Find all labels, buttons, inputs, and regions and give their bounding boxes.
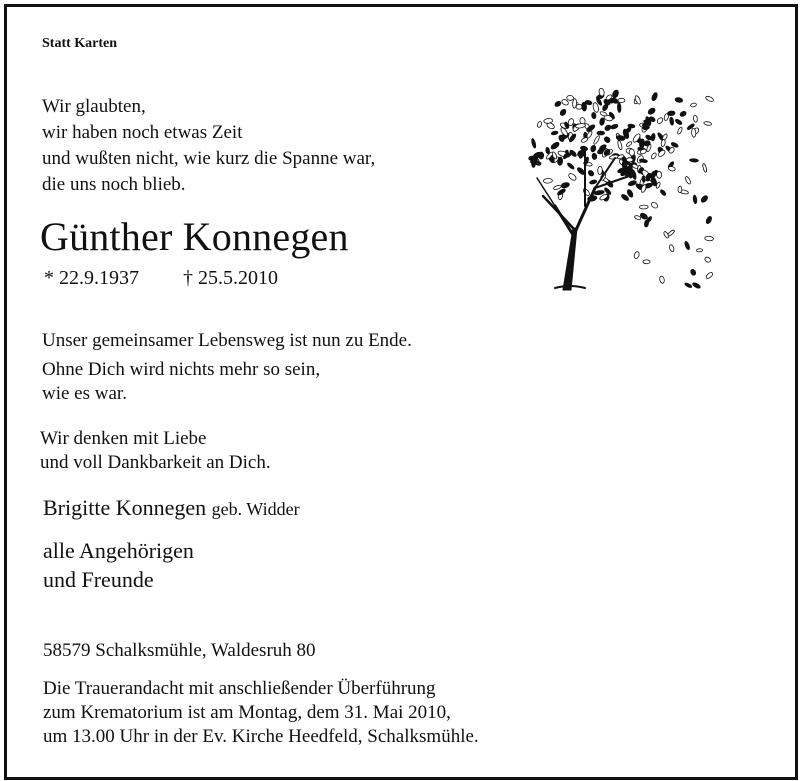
address: 58579 Schalksmühle, Waldesruh 80 bbox=[43, 640, 316, 661]
deceased-name: Günther Konnegen bbox=[40, 214, 349, 259]
remembrance-line: und voll Dankbarkeit an Dich. bbox=[40, 452, 271, 473]
poem bbox=[42, 94, 375, 198]
family-line: und Freunde bbox=[43, 567, 154, 592]
family-line: alle Angehörigen bbox=[43, 538, 194, 563]
notice-header: Statt Karten bbox=[42, 36, 118, 51]
poem-line: Wir glaubten, bbox=[42, 96, 146, 117]
birth-date: * 22.9.1937 bbox=[44, 267, 139, 289]
signature-spouse bbox=[43, 497, 300, 519]
death-date: † 25.5.2010 bbox=[183, 267, 278, 289]
life-dates bbox=[44, 268, 278, 288]
service-line: zum Krematorium ist am Montag, dem 31. Mai 2010, bbox=[43, 702, 451, 723]
spouse-name: Brigitte Konnegen bbox=[43, 495, 207, 520]
service-line: Die Trauerandacht mit anschließender Überführung bbox=[43, 678, 436, 699]
service-line: um 13.00 Uhr in der Ev. Kirche Heedfeld, Schalksmühle. bbox=[43, 726, 479, 747]
poem-line: die uns noch blieb. bbox=[42, 174, 186, 195]
signature-family bbox=[43, 536, 194, 594]
poem-line: und wußten nicht, wie kurz die Spanne war, bbox=[42, 148, 376, 169]
windswept-tree-icon bbox=[515, 78, 715, 293]
closing-sentence: Unser gemeinsamer Lebensweg ist nun zu Ende. bbox=[42, 330, 412, 351]
remembrance-line: Wir denken mit Liebe bbox=[40, 428, 207, 449]
farewell-line: Ohne Dich wird nichts mehr so sein, bbox=[42, 359, 321, 380]
poem-line: wir haben noch etwas Zeit bbox=[42, 122, 243, 143]
farewell-line: wie es war. bbox=[42, 383, 127, 404]
maiden-name: geb. Widder bbox=[211, 499, 300, 519]
farewell-text bbox=[42, 358, 320, 406]
remembrance-text bbox=[40, 427, 271, 475]
service-info bbox=[43, 677, 479, 749]
